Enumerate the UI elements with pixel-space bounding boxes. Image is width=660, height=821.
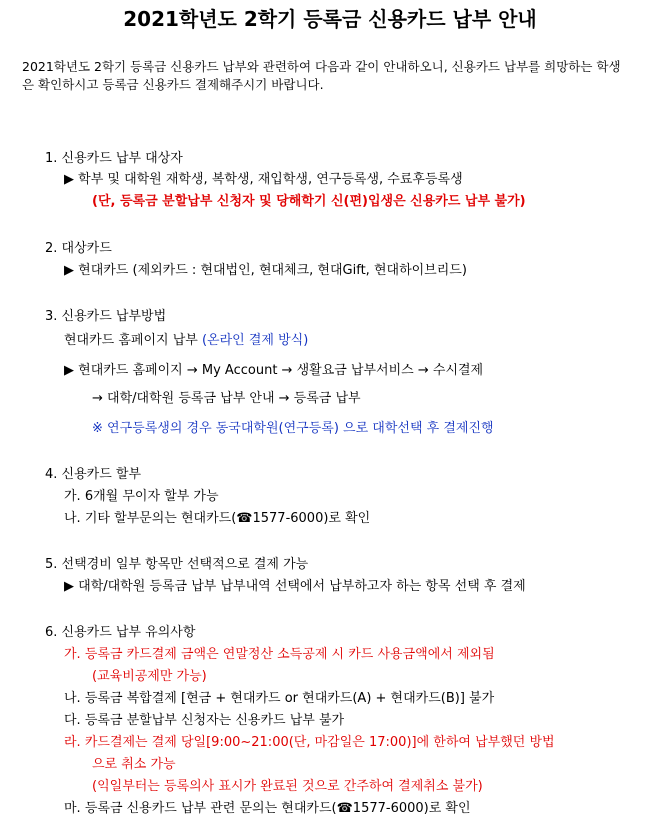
section-3-heading: 3. 신용카드 납부방법: [45, 309, 167, 324]
section-4-item-a: 가. 6개월 무이자 할부 가능: [64, 489, 219, 504]
section-5-heading: 5. 선택경비 일부 항목만 선택적으로 결제 가능: [45, 557, 309, 572]
section-3-method: [64, 332, 308, 350]
section-5-line: ▶ 대학/대학원 등록금 납부 납부내역 선택에서 납부하고자 하는 항목 선택 후 결제: [64, 579, 526, 594]
section-3-step-1: ▶ 현대카드 홈페이지 → My Account → 생활요금 납부서비스 → 수시결제: [64, 363, 484, 378]
section-6-item-c: 다. 등록금 분할납부 신청자는 신용카드 납부 불가: [64, 713, 345, 728]
section-1-heading: 1. 신용카드 납부 대상자: [45, 151, 183, 166]
section-6-item-d-note: (익일부터는 등록의사 표시가 완료된 것으로 간주하여 결제취소 불가): [92, 779, 483, 794]
section-2-heading: 2. 대상카드: [45, 241, 112, 256]
section-3-method-label: 현대카드 홈페이지 납부: [64, 333, 202, 348]
section-6-item-d-cont: 으로 취소 가능: [92, 757, 176, 772]
section-6-item-b: 나. 등록금 복합결제 [현금 + 현대카드 or 현대카드(A) + 현대카드(B)] 불가: [64, 691, 495, 706]
section-6-item-d: 라. 카드결제는 결제 당일[9:00~21:00(단, 마감일은 17:00)]에 한하여 납부했던 방법: [64, 735, 555, 750]
section-6-item-a-note: (교육비공제만 가능): [92, 669, 207, 684]
section-1-target: ▶ 학부 및 대학원 재학생, 복학생, 재입학생, 연구등록생, 수료후등록생: [64, 172, 463, 187]
section-1-note: (단, 등록금 분할납부 신청자 및 당해학기 신(편)입생은 신용카드 납부 불가): [92, 194, 526, 209]
section-6-item-a: 가. 등록금 카드결제 금액은 연말정산 소득공제 시 카드 사용금액에서 제외됨: [64, 647, 495, 662]
section-4-item-b: 나. 기타 할부문의는 현대카드(☎1577-6000)로 확인: [64, 511, 371, 526]
section-4-heading: 4. 신용카드 할부: [45, 467, 142, 482]
section-3-method-note: (온라인 결제 방식): [201, 333, 309, 348]
section-6-item-e: 마. 등록금 신용카드 납부 관련 문의는 현대카드(☎1577-6000)로 확인: [64, 801, 471, 816]
page-title: 2021학년도 2학기 등록금 신용카드 납부 안내: [123, 7, 537, 31]
section-2-cards: ▶ 현대카드 (제외카드 : 현대법인, 현대체크, 현대Gift, 현대하이브리드): [64, 263, 467, 278]
section-6-heading: 6. 신용카드 납부 유의사항: [45, 625, 196, 640]
section-3-note: ※ 연구등록생의 경우 동국대학원(연구등록) 으로 대학선택 후 결제진행: [92, 421, 494, 436]
intro-text: 2021학년도 2학기 등록금 신용카드 납부와 관련하여 다음과 같이 안내하오니, 신용카드 납부를 희망하는 학생은 확인하시고 등록금 신용카드 결제해주시기 바랍니다.: [22, 59, 621, 92]
section-3-step-2: → 대학/대학원 등록금 납부 안내 → 등록금 납부: [92, 391, 361, 406]
